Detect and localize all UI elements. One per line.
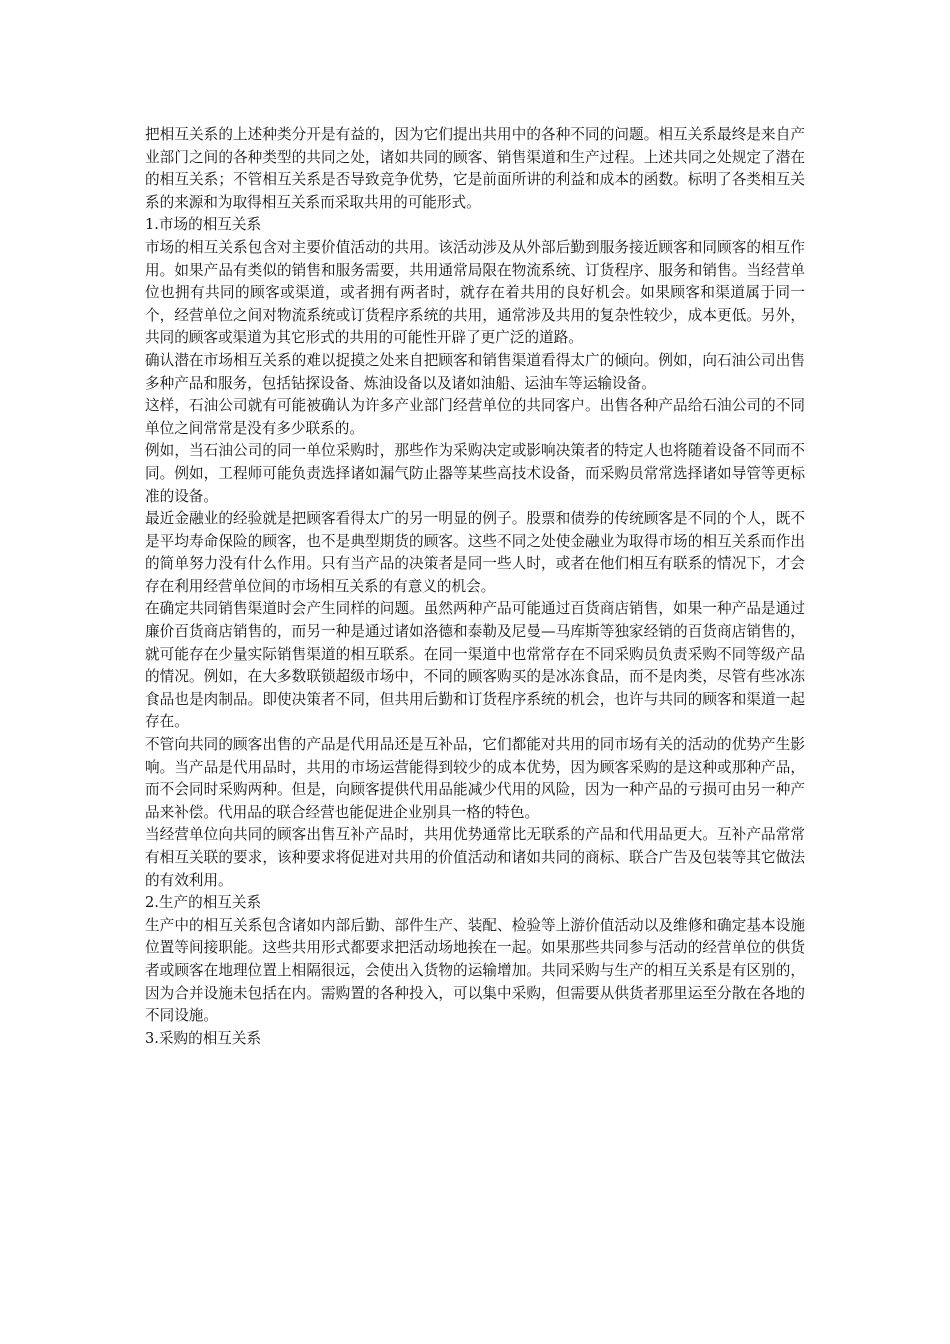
paragraph-market-definition: 市场的相互关系包含对主要价值活动的共用。该活动涉及从外部后勤到服务接近顾客和同顾客的相互作用。如果产品有类似的销售和服务需要，共用通常局限在物流系统、订货程序、服务和销售。当经营单位也拥有共同的顾客或渠道，或者拥有两者时，就存在着共用的良好机会。如果顾客和渠道属于同一个，经营单位之间对物流系统或订货程序系统的共用，通常涉及共用的复杂性较少，成本更低。另外，共同的顾客或渠道为其它形式的共用的可能性开辟了更广泛的道路。 [145, 238, 805, 347]
paragraph-sales-channels: 在确定共同销售渠道时会产生同样的问题。虽然两种产品可能通过百货商店销售，如果一种产品是通过廉价百货商店销售的，而另一种是通过诸如洛德和泰勒及尼曼—马库斯等独家经销的百货商店销售的，就可能存在少量实际销售渠道的相互联系。在同一渠道中也常常存在不同采购员负责采购不同等级产品的情况。例如，在大多数联锁超级市场中，不同的顾客购买的是冰冻食品，而不是肉类，尽管有些冰冻食品也是肉制品。即使决策者不同，但共用后勤和订货程序系统的机会，也许与共同的顾客和渠道一起存在。 [145, 600, 805, 731]
section-heading-procurement: 3.采购的相互关系 [145, 1029, 262, 1047]
paragraph-finance-example: 最近金融业的经验就是把顾客看得太广的另一明显的例子。股票和债券的传统顾客是不同的个人，既不是平均寿命保险的顾客，也不是典型期货的顾客。这些不同之处使金融业为取得市场的相互关系而作出的简单努力没有什么作用。只有当产品的决策者是同一些人时，或者在他们相互有联系的情况下，才会存在利用经营单位间的市场相互关系的有意义的机会。 [145, 510, 805, 595]
paragraph-oil-company-example: 例如，当石油公司的同一单位采购时，那些作为采购决定或影响决策者的特定人也将随着设备不同而不同。例如，工程师可能负责选择诸如漏气防止器等某些高技术设备，而采购员常常选择诸如导管等更标准的设备。 [145, 442, 805, 505]
paragraph-substitutes: 不管向共同的顾客出售的产品是代用品还是互补品，它们都能对共用的同市场有关的活动的优势产生影响。当产品是代用品时，共用的市场运营能得到较少的成本优势，因为顾客采购的是这种或那种产品，而不会同时采购两种。但是，向顾客提供代用品能减少代用的风险，因为一种产品的亏损可由另一种产品来补偿。代用品的联合经营也能促进企业别具一格的特色。 [145, 736, 805, 821]
paragraph-production: 生产中的相互关系包含诸如内部后勤、部件生产、装配、检验等上游价值活动以及维修和确定基本设施位置等间接职能。这些共用形式都要求把活动场地挨在一起。如果那些共同参与活动的经营单位的供货者或顾客在地理位置上相隔很远，会使出入货物的运输增加。共同采购与生产的相互关系是有区别的，因为合并设施未包括在内。需购置的各种投入，可以集中采购，但需要从供货者那里运至分散在各地的不同设施。 [145, 916, 805, 1025]
paragraph-oil-company-customer: 这样，石油公司就有可能被确认为许多产业部门经营单位的共同客户。出售各种产品给石油公司的不同单位之间常常是没有多少联系的。 [145, 397, 805, 437]
section-heading-production: 2.生产的相互关系 [145, 894, 262, 912]
section-heading-market: 1.市场的相互关系 [145, 216, 262, 234]
paragraph-market-identification: 确认潜在市场相互关系的难以捉摸之处来自把顾客和销售渠道看得太广的倾向。例如，向石油公司出售多种产品和服务，包括钻探设备、炼油设备以及诸如油船、运油车等运输设备。 [145, 351, 805, 392]
paragraph-complements: 当经营单位向共同的顾客出售互补产品时，共用优势通常比无联系的产品和代用品更大。互补产品常常有相互关联的要求，该种要求将促进对共用的价值活动和诸如共同的商标、联合广告及包装等其它做法的有效利用。 [145, 826, 805, 889]
document-body [145, 124, 805, 1050]
paragraph-intro: 把相互关系的上述种类分开是有益的，因为它们提出共用中的各种不同的问题。相互关系最终是来自产业部门之间的各种类型的共同之处，诸如共同的顾客、销售渠道和生产过程。上述共同之处规定了潜在的相互关系；不管相互关系是否导致竞争优势，它是前面所讲的利益和成本的函数。标明了各类相互关系的来源和为取得相互关系而采取共用的可能形式。 [145, 126, 805, 211]
